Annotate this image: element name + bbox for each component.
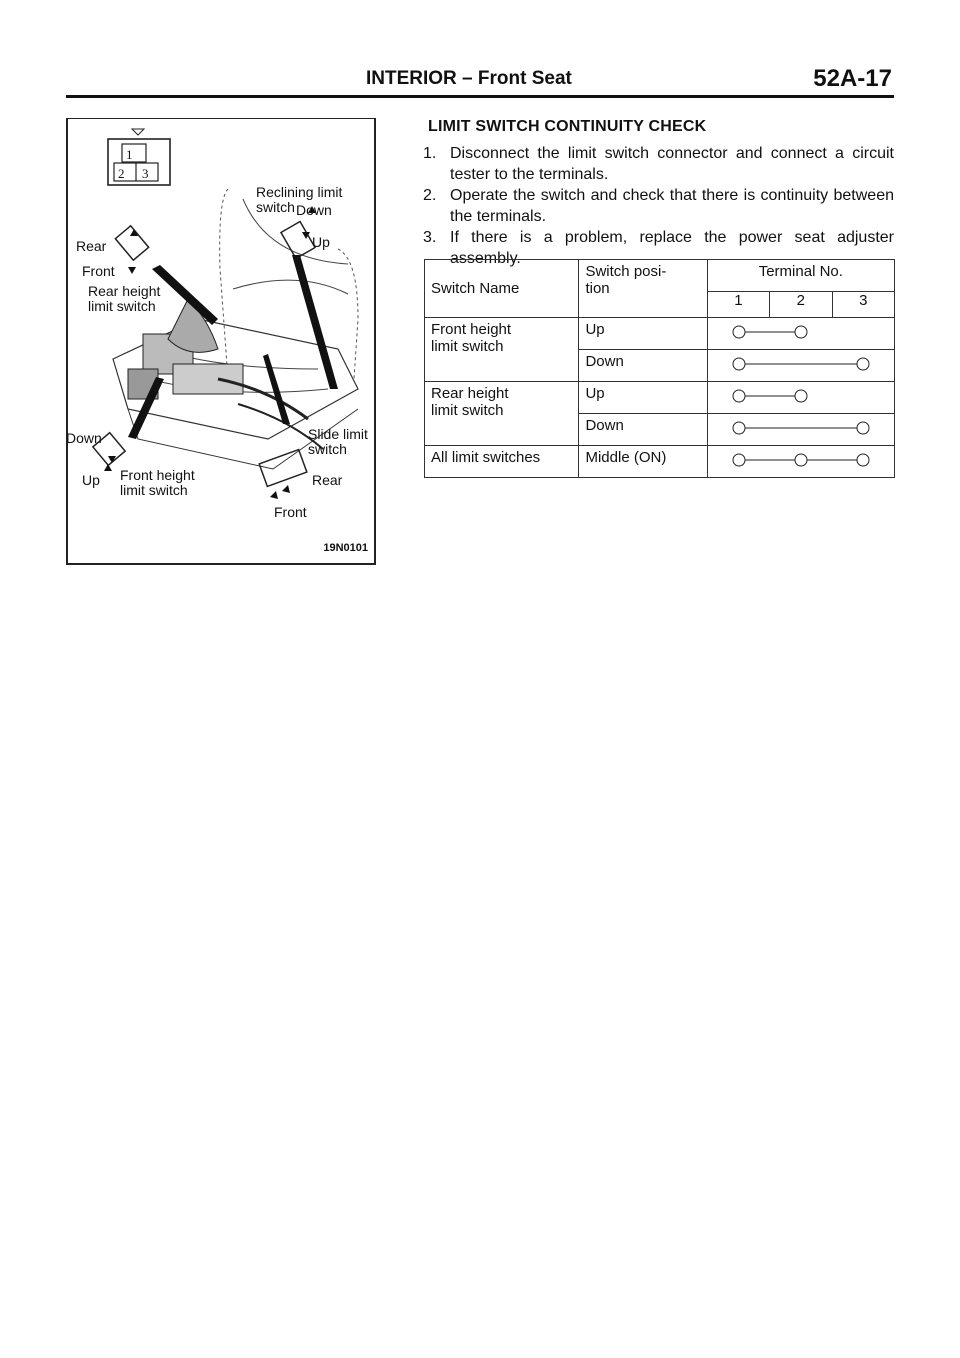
slide-rear-label: Rear (312, 472, 343, 488)
terminal-3: 3 (832, 292, 894, 318)
page-header (0, 65, 960, 98)
terminal-circle (733, 422, 745, 434)
figure-code: 19N0101 (323, 542, 368, 554)
table-row (425, 382, 895, 414)
continuity-svg (708, 318, 894, 346)
continuity-svg (708, 414, 894, 442)
terminal-circle (733, 326, 745, 338)
step-1: 1. Disconnect the limit switch connector and connect a circuit tester to the terminals. (423, 145, 894, 183)
switch-name-cell: All limit switches (425, 446, 579, 478)
table-row (425, 318, 895, 350)
slide-switch-label: Slide limit switch (308, 426, 368, 457)
continuity-svg (708, 350, 894, 378)
reclining-up-label: Up (312, 234, 330, 250)
terminal-circle (795, 326, 807, 338)
terminal-circle (733, 454, 745, 466)
down-label: Down (66, 430, 102, 446)
header-switch-position: Switch posi- tion (579, 260, 707, 318)
terminal-circle (733, 390, 745, 402)
terminal-circle (857, 358, 869, 370)
continuity-cell (707, 446, 894, 478)
step-3: 3. If there is a problem, replace the power seat adjuster assembly. (423, 229, 894, 267)
seat-limit-switch-figure (66, 118, 376, 565)
header-rule (66, 95, 894, 98)
position-cell: Up (579, 382, 707, 414)
position-cell: Middle (ON) (579, 446, 707, 478)
continuity-cell (707, 350, 894, 382)
front-height-switch-label: Front height limit switch (120, 467, 195, 498)
continuity-diagram (708, 382, 894, 410)
rear-height-switch-label: Rear height limit switch (88, 283, 161, 314)
terminal-circle (857, 454, 869, 466)
procedure-steps (406, 143, 894, 269)
continuity-diagram (708, 446, 894, 474)
terminal-circle (795, 454, 807, 466)
terminal-circle (795, 390, 807, 402)
section-title: LIMIT SWITCH CONTINUITY CHECK (428, 118, 707, 135)
up-label: Up (82, 472, 100, 488)
continuity-diagram (708, 414, 894, 442)
switch-name-cell: Front height limit switch (425, 318, 579, 382)
rear-label: Rear (76, 238, 107, 254)
table-header-row (425, 260, 895, 292)
terminal-circle (733, 358, 745, 370)
position-cell: Down (579, 414, 707, 446)
pin-1: 1 (126, 147, 133, 162)
header-switch-name: Switch Name (425, 260, 579, 318)
page-number: 52A-17 (813, 65, 892, 92)
header-terminal-no: Terminal No. (707, 260, 894, 292)
step-2: 2. Operate the switch and check that there is continuity between the terminals. (423, 187, 894, 225)
pin-2: 2 (118, 166, 125, 181)
continuity-diagram (708, 318, 894, 346)
continuity-cell (707, 382, 894, 414)
table-row (425, 446, 895, 478)
continuity-svg (708, 446, 894, 474)
continuity-cell (707, 414, 894, 446)
terminal-circle (857, 422, 869, 434)
reclining-switch-label: Reclining limit switch (256, 184, 343, 215)
slide-front-label: Front (274, 504, 307, 520)
position-cell: Down (579, 350, 707, 382)
continuity-svg (708, 382, 894, 410)
reclining-down-label: Down (296, 202, 332, 218)
continuity-cell (707, 318, 894, 350)
terminal-2: 2 (770, 292, 832, 318)
continuity-diagram (708, 350, 894, 378)
pin-3: 3 (142, 166, 149, 181)
front-label: Front (82, 263, 115, 279)
continuity-table (424, 259, 895, 478)
section-header-title: INTERIOR – Front Seat (366, 68, 572, 89)
position-cell: Up (579, 318, 707, 350)
terminal-1: 1 (707, 292, 769, 318)
continuity-check-section (406, 118, 894, 269)
switch-name-cell: Rear height limit switch (425, 382, 579, 446)
